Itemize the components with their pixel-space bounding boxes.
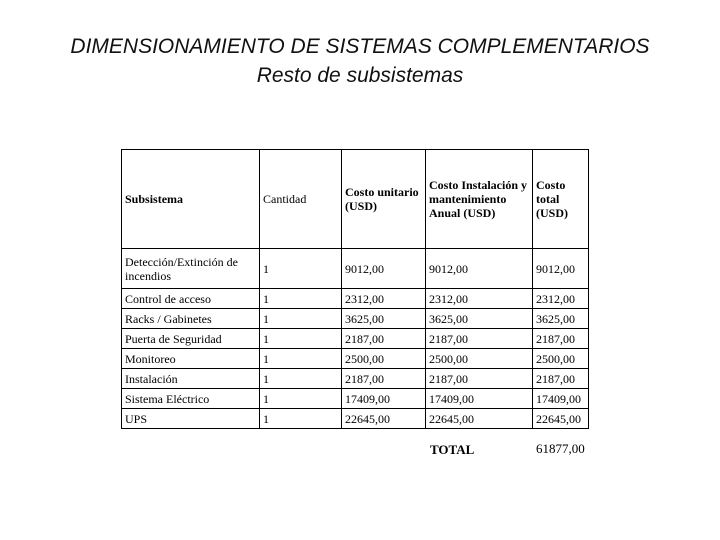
subsystems-table [121,149,589,429]
total-value: 61877,00 [536,441,585,456]
table-row [122,249,589,289]
cell-subsystem: Monitoreo [122,349,260,369]
table-row [122,349,589,369]
cell-total-cost: 3625,00 [533,309,589,329]
cell-quantity: 1 [260,409,342,429]
table-row [122,369,589,389]
cell-install-cost: 2500,00 [426,349,533,369]
cell-total-cost: 2312,00 [533,289,589,309]
cell-total-cost: 2500,00 [533,349,589,369]
cell-install-cost: 22645,00 [426,409,533,429]
table-row [122,309,589,329]
cell-install-cost: 2187,00 [426,369,533,389]
cell-total-cost: 22645,00 [533,409,589,429]
header-unit-cost: Costo unitario (USD) [342,150,426,249]
cell-total-cost: 17409,00 [533,389,589,409]
cell-install-cost: 9012,00 [426,249,533,289]
cell-total-cost: 2187,00 [533,329,589,349]
cell-unit-cost: 9012,00 [342,249,426,289]
table-header-row [122,150,589,249]
cell-unit-cost: 17409,00 [342,389,426,409]
header-install-cost: Costo Instalación y mantenimiento Anual (USD) [426,150,533,249]
cell-total-cost: 2187,00 [533,369,589,389]
cell-unit-cost: 2187,00 [342,329,426,349]
cell-quantity: 1 [260,389,342,409]
cell-install-cost: 2187,00 [426,329,533,349]
header-quantity: Cantidad [260,150,342,249]
cell-install-cost: 3625,00 [426,309,533,329]
cell-subsystem: Detección/Extinción de incendios [122,249,260,289]
cell-subsystem: UPS [122,409,260,429]
cell-quantity: 1 [260,309,342,329]
cell-subsystem: Sistema Eléctrico [122,389,260,409]
cell-subsystem: Control de acceso [122,289,260,309]
table-row [122,289,589,309]
cell-subsystem: Instalación [122,369,260,389]
cell-unit-cost: 2500,00 [342,349,426,369]
slide-title: DIMENSIONAMIENTO DE SISTEMAS COMPLEMENTARIOS [70,35,650,58]
cell-quantity: 1 [260,249,342,289]
cell-quantity: 1 [260,369,342,389]
cell-unit-cost: 2187,00 [342,369,426,389]
cell-quantity: 1 [260,329,342,349]
cell-unit-cost: 2312,00 [342,289,426,309]
table-row [122,329,589,349]
cell-subsystem: Puerta de Seguridad [122,329,260,349]
cell-subsystem: Racks / Gabinetes [122,309,260,329]
header-total-cost: Costo total (USD) [533,150,589,249]
cell-unit-cost: 22645,00 [342,409,426,429]
slide-subtitle: Resto de subsistemas [256,64,464,87]
table-row [122,389,589,409]
table-row [122,409,589,429]
cell-install-cost: 17409,00 [426,389,533,409]
slide-title-block [0,32,720,90]
cell-total-cost: 9012,00 [533,249,589,289]
cell-unit-cost: 3625,00 [342,309,426,329]
cell-quantity: 1 [260,289,342,309]
header-subsystem: Subsistema [122,150,260,249]
cell-install-cost: 2312,00 [426,289,533,309]
total-label: TOTAL [430,442,475,457]
cell-quantity: 1 [260,349,342,369]
